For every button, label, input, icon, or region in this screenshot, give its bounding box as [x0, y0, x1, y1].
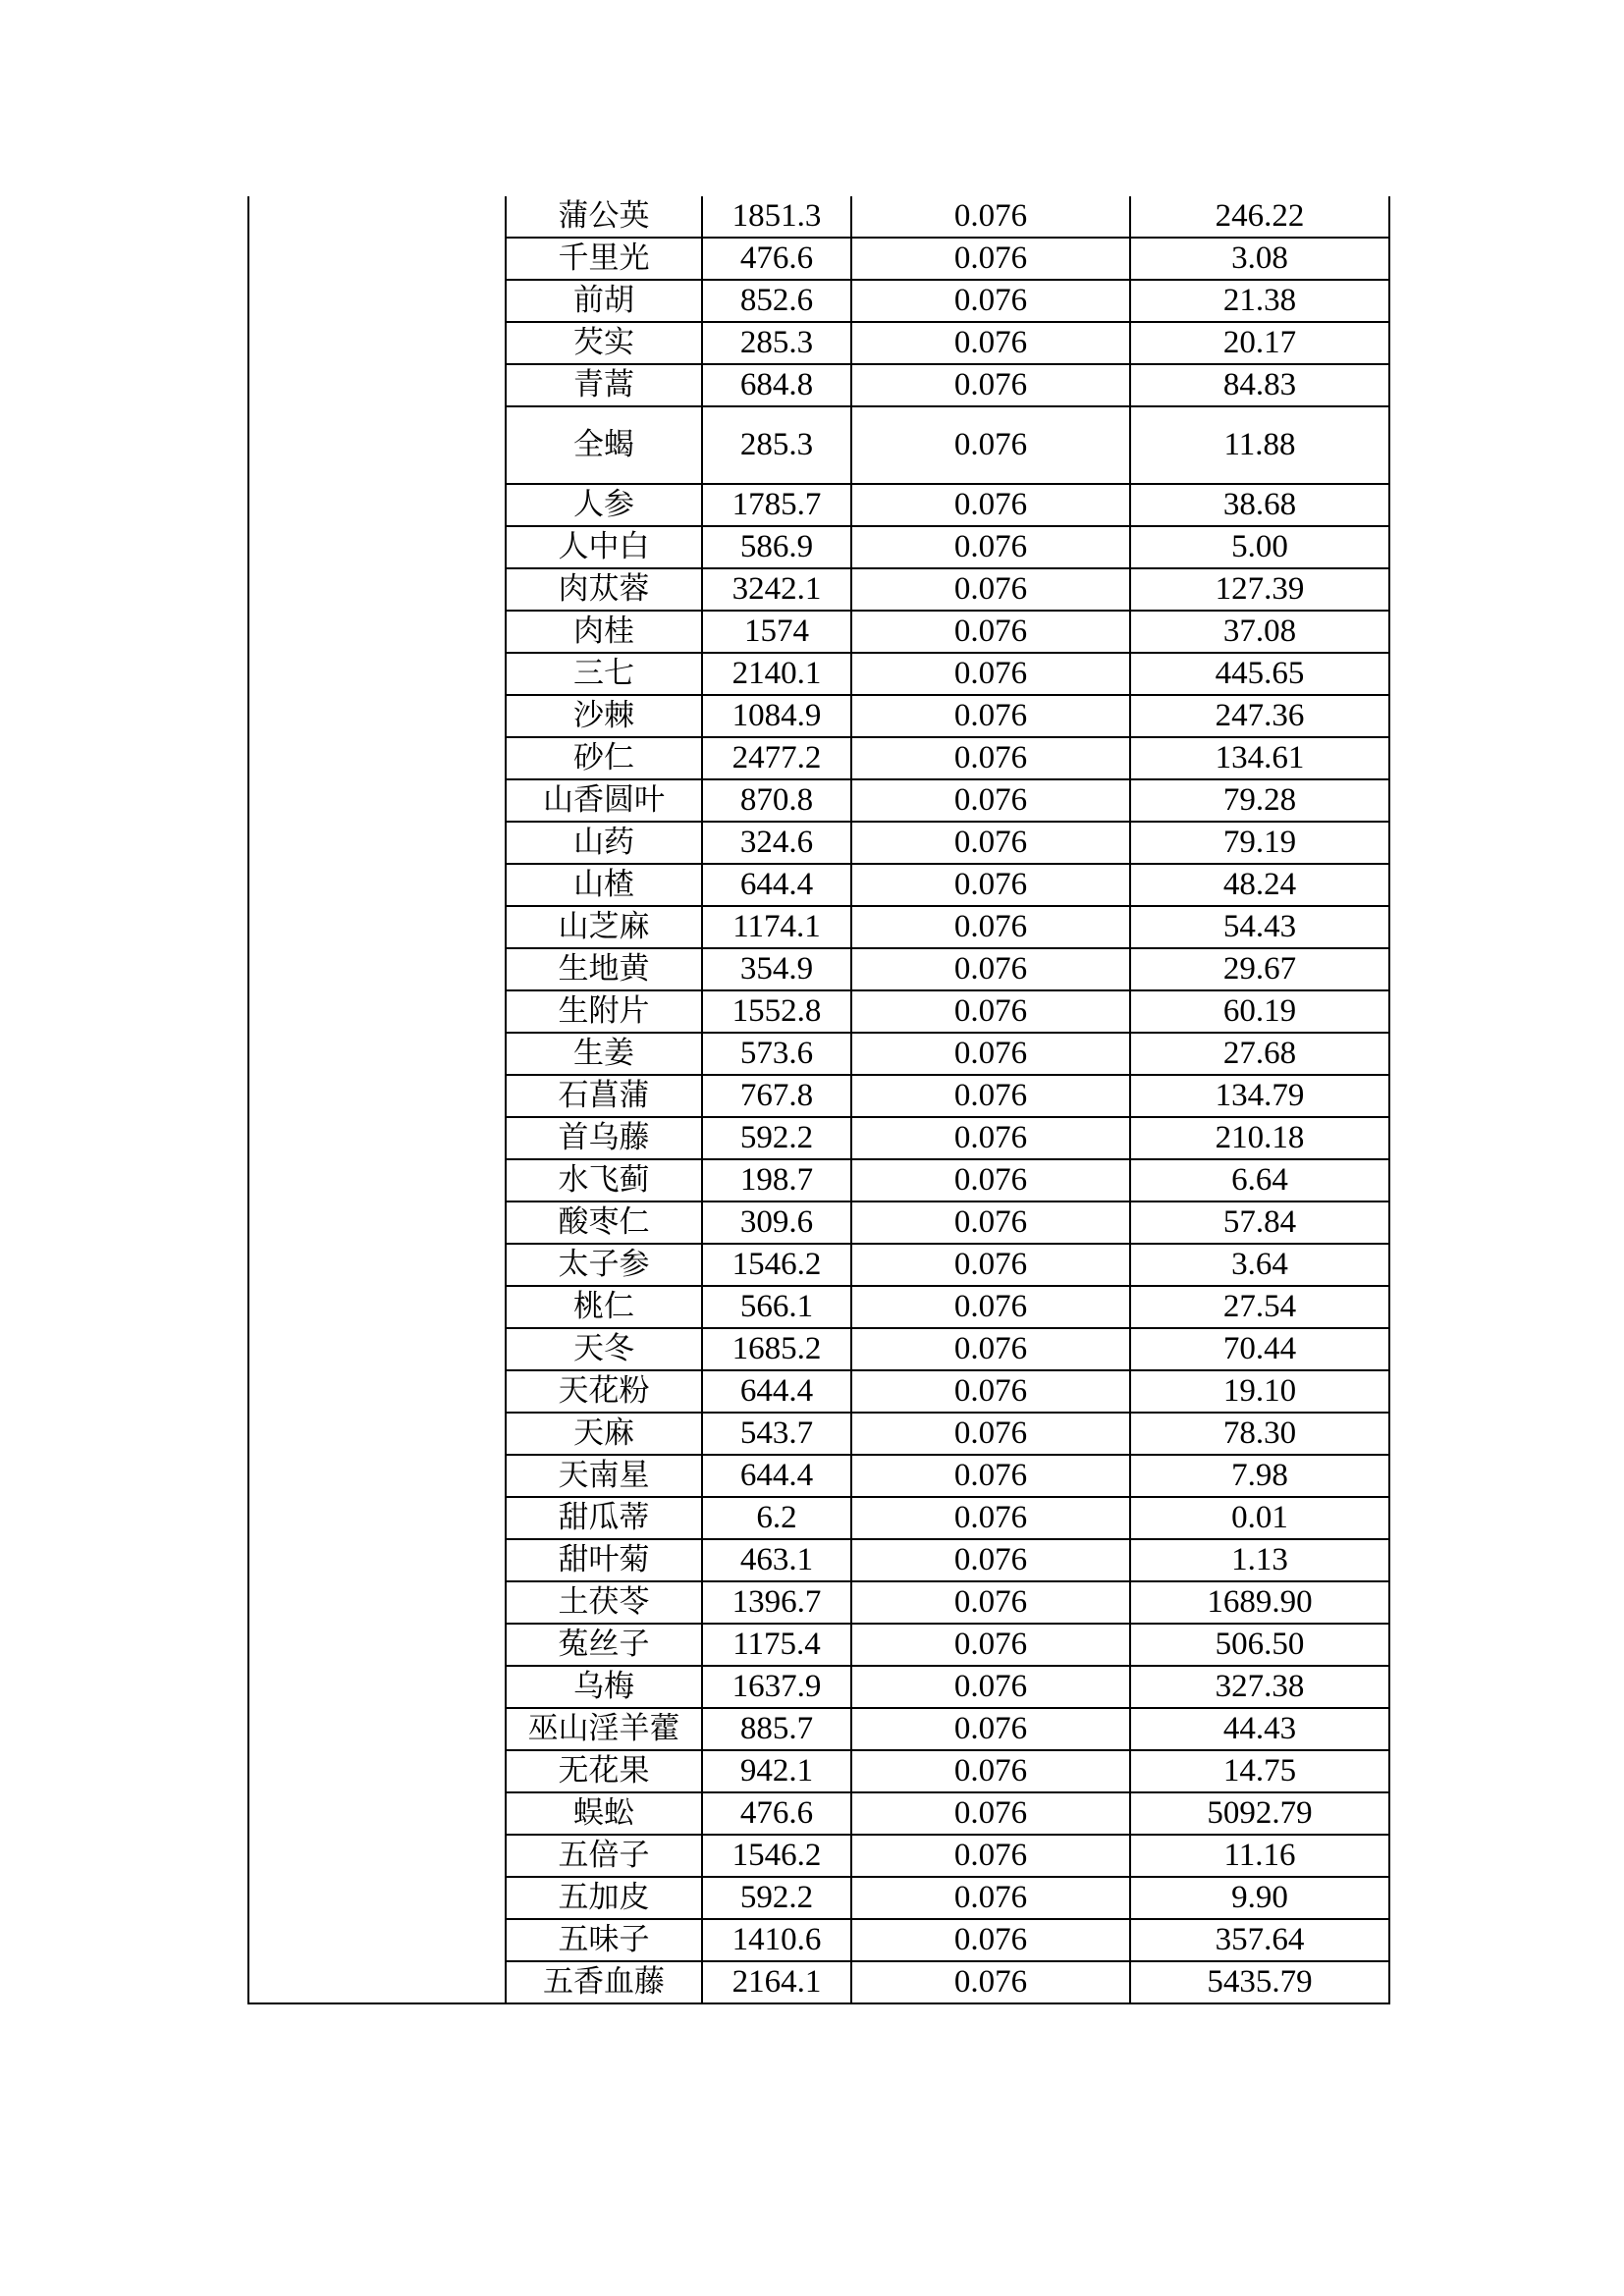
name-cell: 生姜 [506, 1033, 702, 1075]
coefficient-cell: 0.076 [851, 568, 1130, 611]
coefficient-cell: 0.076 [851, 1244, 1130, 1286]
coefficient-cell: 0.076 [851, 526, 1130, 568]
result-cell: 29.67 [1130, 948, 1389, 990]
category-cell [248, 196, 506, 2003]
value-cell: 1851.3 [702, 196, 851, 238]
result-cell: 7.98 [1130, 1455, 1389, 1497]
value-cell: 198.7 [702, 1159, 851, 1201]
name-cell: 蜈蚣 [506, 1792, 702, 1835]
result-cell: 78.30 [1130, 1413, 1389, 1455]
coefficient-cell: 0.076 [851, 1075, 1130, 1117]
coefficient-cell: 0.076 [851, 1624, 1130, 1666]
name-cell: 青蒿 [506, 364, 702, 406]
value-cell: 592.2 [702, 1117, 851, 1159]
coefficient-cell: 0.076 [851, 1159, 1130, 1201]
name-cell: 山药 [506, 822, 702, 864]
name-cell: 山香圆叶 [506, 779, 702, 822]
value-cell: 476.6 [702, 1792, 851, 1835]
result-cell: 11.16 [1130, 1835, 1389, 1877]
name-cell: 生附片 [506, 990, 702, 1033]
coefficient-cell: 0.076 [851, 238, 1130, 280]
result-cell: 5.00 [1130, 526, 1389, 568]
name-cell: 甜瓜蒂 [506, 1497, 702, 1539]
result-cell: 6.64 [1130, 1159, 1389, 1201]
coefficient-cell: 0.076 [851, 653, 1130, 695]
value-cell: 2477.2 [702, 737, 851, 779]
result-cell: 11.88 [1130, 406, 1389, 484]
value-cell: 2164.1 [702, 1961, 851, 2003]
value-cell: 684.8 [702, 364, 851, 406]
coefficient-cell: 0.076 [851, 1581, 1130, 1624]
coefficient-cell: 0.076 [851, 1413, 1130, 1455]
name-cell: 肉苁蓉 [506, 568, 702, 611]
coefficient-cell: 0.076 [851, 1497, 1130, 1539]
name-cell: 无花果 [506, 1750, 702, 1792]
coefficient-cell: 0.076 [851, 906, 1130, 948]
coefficient-cell: 0.076 [851, 611, 1130, 653]
value-cell: 1574 [702, 611, 851, 653]
name-cell: 山楂 [506, 864, 702, 906]
value-cell: 543.7 [702, 1413, 851, 1455]
value-cell: 3242.1 [702, 568, 851, 611]
result-cell: 48.24 [1130, 864, 1389, 906]
value-cell: 476.6 [702, 238, 851, 280]
result-cell: 1.13 [1130, 1539, 1389, 1581]
name-cell: 首乌藤 [506, 1117, 702, 1159]
value-cell: 586.9 [702, 526, 851, 568]
result-cell: 9.90 [1130, 1877, 1389, 1919]
value-cell: 592.2 [702, 1877, 851, 1919]
value-cell: 1546.2 [702, 1244, 851, 1286]
result-cell: 79.19 [1130, 822, 1389, 864]
result-cell: 14.75 [1130, 1750, 1389, 1792]
coefficient-cell: 0.076 [851, 406, 1130, 484]
result-cell: 127.39 [1130, 568, 1389, 611]
coefficient-cell: 0.076 [851, 1328, 1130, 1370]
value-cell: 566.1 [702, 1286, 851, 1328]
name-cell: 天冬 [506, 1328, 702, 1370]
coefficient-cell: 0.076 [851, 948, 1130, 990]
value-cell: 2140.1 [702, 653, 851, 695]
value-cell: 1410.6 [702, 1919, 851, 1961]
result-cell: 134.61 [1130, 737, 1389, 779]
result-cell: 27.68 [1130, 1033, 1389, 1075]
name-cell: 五加皮 [506, 1877, 702, 1919]
value-cell: 1546.2 [702, 1835, 851, 1877]
coefficient-cell: 0.076 [851, 1708, 1130, 1750]
result-cell: 246.22 [1130, 196, 1389, 238]
value-cell: 354.9 [702, 948, 851, 990]
value-cell: 885.7 [702, 1708, 851, 1750]
result-cell: 54.43 [1130, 906, 1389, 948]
coefficient-cell: 0.076 [851, 1539, 1130, 1581]
value-cell: 767.8 [702, 1075, 851, 1117]
coefficient-cell: 0.076 [851, 1033, 1130, 1075]
name-cell: 千里光 [506, 238, 702, 280]
value-cell: 644.4 [702, 864, 851, 906]
name-cell: 天麻 [506, 1413, 702, 1455]
coefficient-cell: 0.076 [851, 779, 1130, 822]
result-cell: 506.50 [1130, 1624, 1389, 1666]
value-cell: 1685.2 [702, 1328, 851, 1370]
value-cell: 285.3 [702, 322, 851, 364]
value-cell: 852.6 [702, 280, 851, 322]
coefficient-cell: 0.076 [851, 822, 1130, 864]
value-cell: 324.6 [702, 822, 851, 864]
name-cell: 五味子 [506, 1919, 702, 1961]
result-cell: 37.08 [1130, 611, 1389, 653]
coefficient-cell: 0.076 [851, 196, 1130, 238]
result-cell: 44.43 [1130, 1708, 1389, 1750]
coefficient-cell: 0.076 [851, 1117, 1130, 1159]
name-cell: 五香血藤 [506, 1961, 702, 2003]
result-cell: 84.83 [1130, 364, 1389, 406]
coefficient-cell: 0.076 [851, 1750, 1130, 1792]
value-cell: 309.6 [702, 1201, 851, 1244]
result-cell: 327.38 [1130, 1666, 1389, 1708]
result-cell: 3.08 [1130, 238, 1389, 280]
value-cell: 6.2 [702, 1497, 851, 1539]
value-cell: 573.6 [702, 1033, 851, 1075]
name-cell: 山芝麻 [506, 906, 702, 948]
name-cell: 砂仁 [506, 737, 702, 779]
name-cell: 甜叶菊 [506, 1539, 702, 1581]
coefficient-cell: 0.076 [851, 1919, 1130, 1961]
coefficient-cell: 0.076 [851, 1877, 1130, 1919]
coefficient-cell: 0.076 [851, 322, 1130, 364]
coefficient-cell: 0.076 [851, 695, 1130, 737]
name-cell: 桃仁 [506, 1286, 702, 1328]
coefficient-cell: 0.076 [851, 484, 1130, 526]
result-cell: 79.28 [1130, 779, 1389, 822]
coefficient-cell: 0.076 [851, 737, 1130, 779]
result-cell: 5435.79 [1130, 1961, 1389, 2003]
coefficient-cell: 0.076 [851, 1201, 1130, 1244]
name-cell: 土茯苓 [506, 1581, 702, 1624]
name-cell: 巫山淫羊藿 [506, 1708, 702, 1750]
result-cell: 134.79 [1130, 1075, 1389, 1117]
name-cell: 乌梅 [506, 1666, 702, 1708]
result-cell: 70.44 [1130, 1328, 1389, 1370]
result-cell: 5092.79 [1130, 1792, 1389, 1835]
value-cell: 644.4 [702, 1370, 851, 1413]
coefficient-cell: 0.076 [851, 1370, 1130, 1413]
value-cell: 1637.9 [702, 1666, 851, 1708]
coefficient-cell: 0.076 [851, 364, 1130, 406]
name-cell: 三七 [506, 653, 702, 695]
table-row [248, 196, 1389, 238]
coefficient-cell: 0.076 [851, 864, 1130, 906]
name-cell: 前胡 [506, 280, 702, 322]
result-cell: 20.17 [1130, 322, 1389, 364]
data-table [247, 196, 1390, 2004]
coefficient-cell: 0.076 [851, 1792, 1130, 1835]
value-cell: 644.4 [702, 1455, 851, 1497]
value-cell: 1084.9 [702, 695, 851, 737]
coefficient-cell: 0.076 [851, 1286, 1130, 1328]
value-cell: 870.8 [702, 779, 851, 822]
value-cell: 1175.4 [702, 1624, 851, 1666]
result-cell: 357.64 [1130, 1919, 1389, 1961]
name-cell: 酸枣仁 [506, 1201, 702, 1244]
name-cell: 石菖蒲 [506, 1075, 702, 1117]
result-cell: 247.36 [1130, 695, 1389, 737]
coefficient-cell: 0.076 [851, 1835, 1130, 1877]
coefficient-cell: 0.076 [851, 1455, 1130, 1497]
result-cell: 19.10 [1130, 1370, 1389, 1413]
value-cell: 1785.7 [702, 484, 851, 526]
value-cell: 1396.7 [702, 1581, 851, 1624]
name-cell: 太子参 [506, 1244, 702, 1286]
result-cell: 3.64 [1130, 1244, 1389, 1286]
name-cell: 人中白 [506, 526, 702, 568]
name-cell: 水飞蓟 [506, 1159, 702, 1201]
name-cell: 天南星 [506, 1455, 702, 1497]
result-cell: 445.65 [1130, 653, 1389, 695]
name-cell: 天花粉 [506, 1370, 702, 1413]
value-cell: 285.3 [702, 406, 851, 484]
value-cell: 463.1 [702, 1539, 851, 1581]
result-cell: 57.84 [1130, 1201, 1389, 1244]
name-cell: 沙棘 [506, 695, 702, 737]
value-cell: 1552.8 [702, 990, 851, 1033]
name-cell: 芡实 [506, 322, 702, 364]
table-body [248, 196, 1389, 2003]
name-cell: 五倍子 [506, 1835, 702, 1877]
result-cell: 38.68 [1130, 484, 1389, 526]
name-cell: 全蝎 [506, 406, 702, 484]
result-cell: 210.18 [1130, 1117, 1389, 1159]
value-cell: 942.1 [702, 1750, 851, 1792]
coefficient-cell: 0.076 [851, 990, 1130, 1033]
coefficient-cell: 0.076 [851, 280, 1130, 322]
name-cell: 菟丝子 [506, 1624, 702, 1666]
value-cell: 1174.1 [702, 906, 851, 948]
name-cell: 生地黄 [506, 948, 702, 990]
coefficient-cell: 0.076 [851, 1666, 1130, 1708]
coefficient-cell: 0.076 [851, 1961, 1130, 2003]
name-cell: 肉桂 [506, 611, 702, 653]
result-cell: 27.54 [1130, 1286, 1389, 1328]
result-cell: 21.38 [1130, 280, 1389, 322]
name-cell: 人参 [506, 484, 702, 526]
result-cell: 0.01 [1130, 1497, 1389, 1539]
result-cell: 60.19 [1130, 990, 1389, 1033]
name-cell: 蒲公英 [506, 196, 702, 238]
result-cell: 1689.90 [1130, 1581, 1389, 1624]
